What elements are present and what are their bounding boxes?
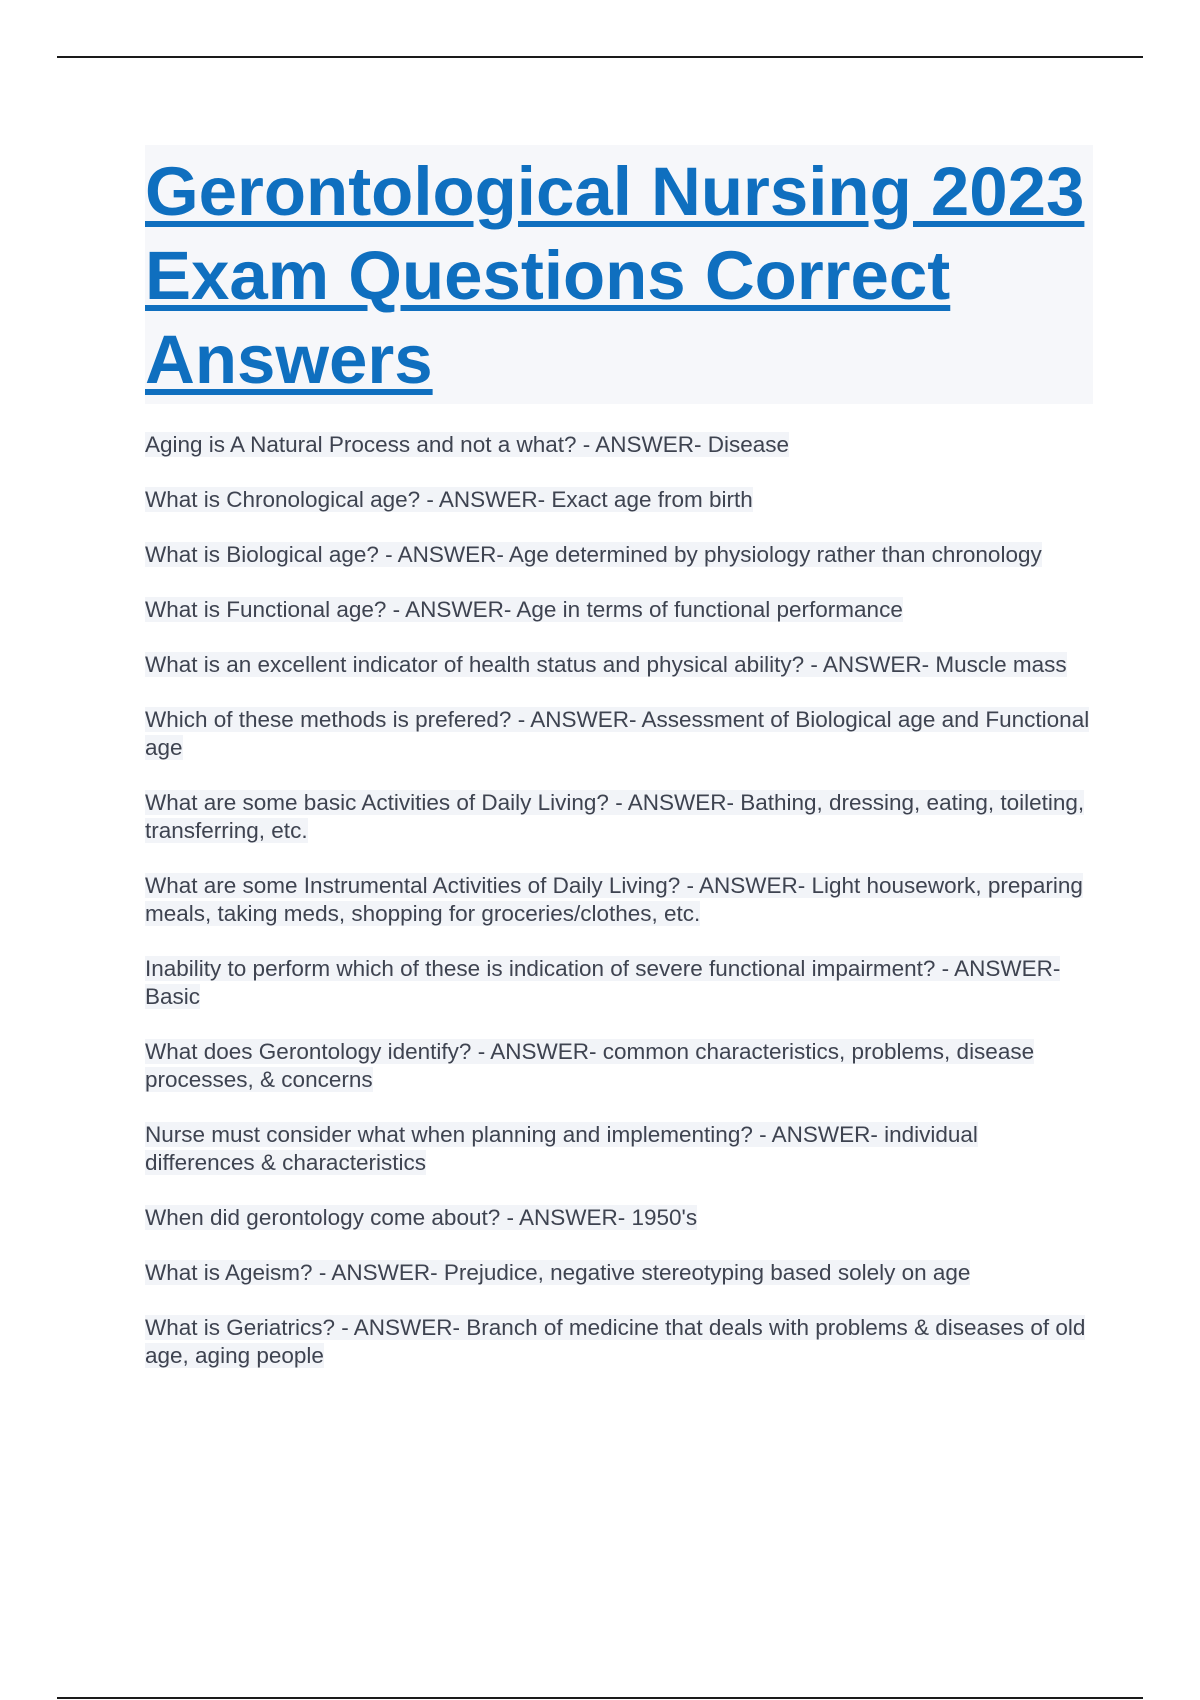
qa-text: What is an excellent indicator of health status and physical ability? - ANSWER- Muscle mass	[145, 652, 1067, 677]
top-rule	[57, 56, 1143, 58]
document-title-link[interactable]: Gerontological Nursing 2023 Exam Questions Correct Answers	[145, 153, 1085, 398]
qa-item	[145, 706, 1093, 762]
document-body	[145, 145, 1093, 1397]
qa-item	[145, 431, 1093, 459]
qa-item	[145, 1121, 1093, 1177]
qa-item	[145, 789, 1093, 845]
qa-text: Which of these methods is prefered? - ANSWER- Assessment of Biological age and Functional age	[145, 707, 1090, 760]
qa-item	[145, 1259, 1093, 1287]
qa-text: What is Ageism? - ANSWER- Prejudice, negative stereotyping based solely on age	[145, 1260, 971, 1285]
qa-item	[145, 1314, 1093, 1370]
qa-item	[145, 596, 1093, 624]
title-block	[145, 145, 1093, 404]
qa-text: What are some Instrumental Activities of Daily Living? - ANSWER- Light housework, preparing meals, taking meds, shopping for groceries/clothes, etc.	[145, 873, 1083, 926]
qa-list	[145, 431, 1093, 1370]
qa-text: Inability to perform which of these is indication of severe functional impairment? - ANSWER- Basic	[145, 956, 1061, 1009]
qa-item	[145, 1038, 1093, 1094]
qa-text: When did gerontology come about? - ANSWER- 1950's	[145, 1205, 698, 1230]
qa-item	[145, 486, 1093, 514]
qa-text: What is Geriatrics? - ANSWER- Branch of medicine that deals with problems & diseases of old age, aging people	[145, 1315, 1086, 1368]
qa-item	[145, 872, 1093, 928]
qa-item	[145, 651, 1093, 679]
qa-item	[145, 955, 1093, 1011]
qa-text: Nurse must consider what when planning and implementing? - ANSWER- individual differences & characteristics	[145, 1122, 978, 1175]
qa-item	[145, 1204, 1093, 1232]
qa-text: What is Chronological age? - ANSWER- Exact age from birth	[145, 487, 753, 512]
qa-text: What is Biological age? - ANSWER- Age determined by physiology rather than chronology	[145, 542, 1042, 567]
qa-text: What does Gerontology identify? - ANSWER- common characteristics, problems, disease processes, & concerns	[145, 1039, 1035, 1092]
qa-text: Aging is A Natural Process and not a what? - ANSWER- Disease	[145, 432, 790, 457]
qa-text: What is Functional age? - ANSWER- Age in terms of functional performance	[145, 597, 903, 622]
qa-item	[145, 541, 1093, 569]
qa-text: What are some basic Activities of Daily Living? - ANSWER- Bathing, dressing, eating, toileting, transferring, etc.	[145, 790, 1085, 843]
bottom-rule	[57, 1697, 1143, 1699]
